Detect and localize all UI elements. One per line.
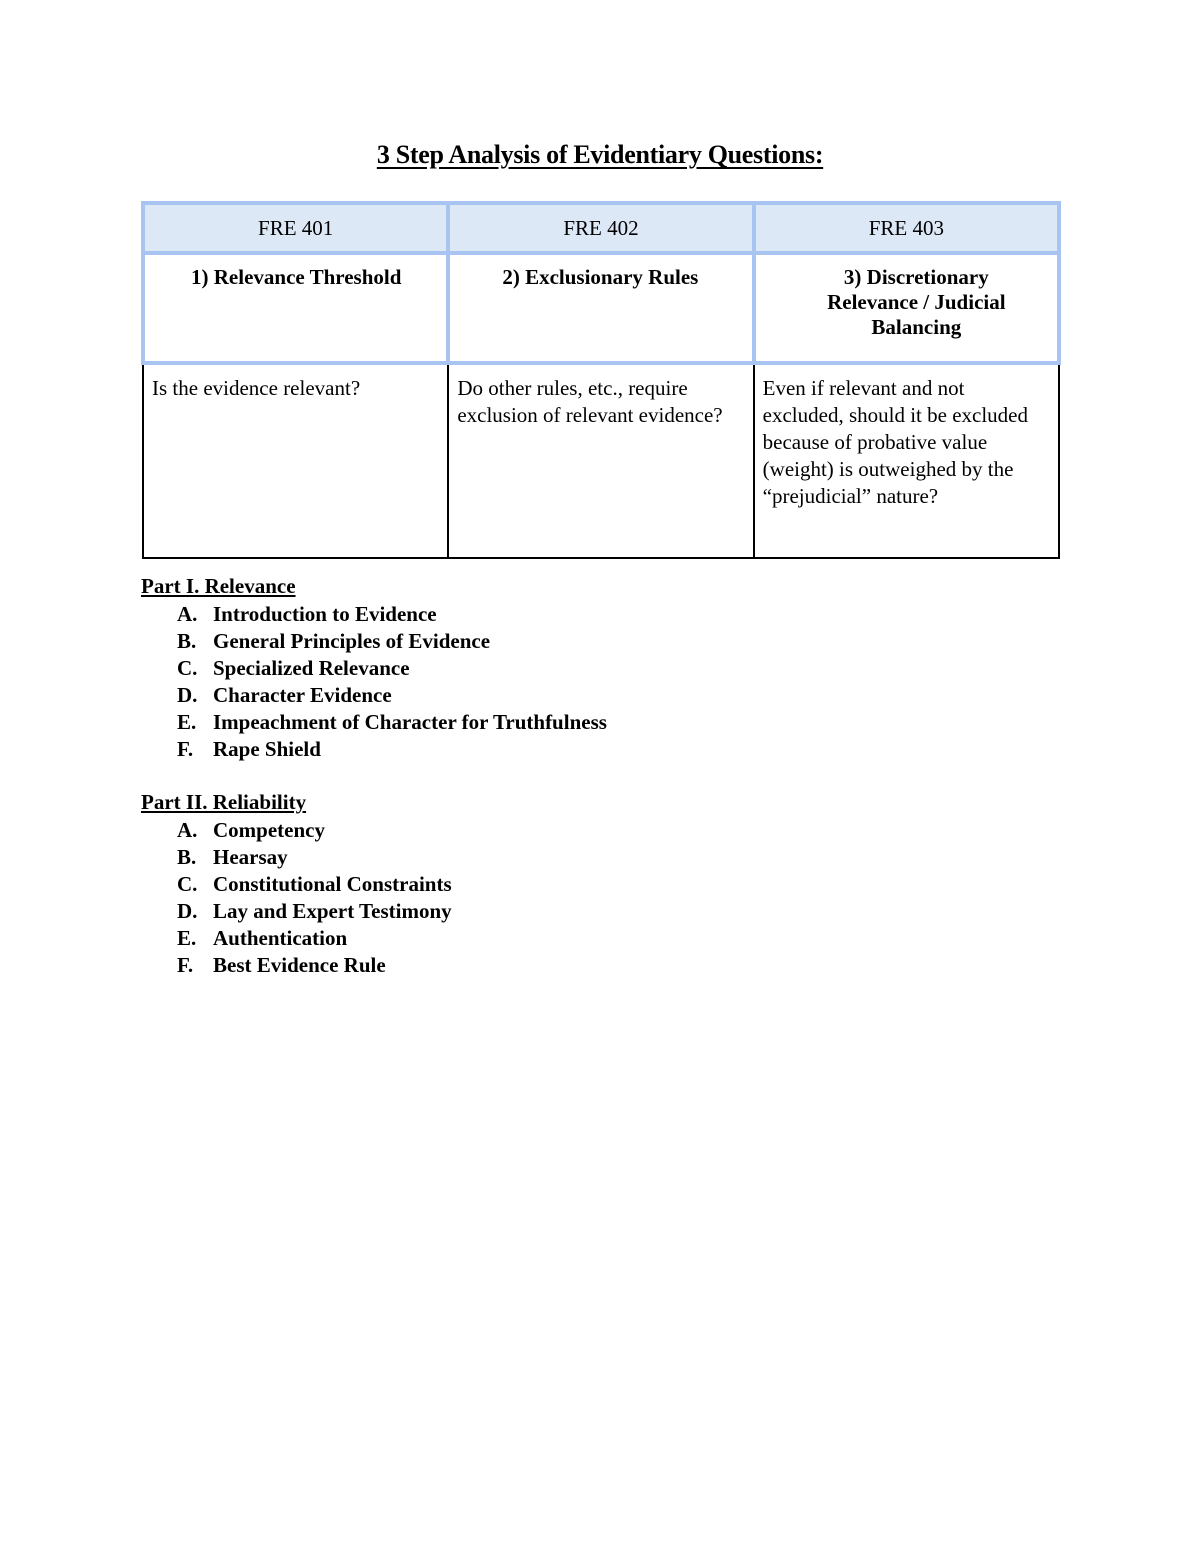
question-row (143, 363, 1059, 558)
item-letter: E. (177, 926, 197, 950)
part-reliability (141, 790, 452, 979)
item-text: Introduction to Evidence (213, 602, 437, 626)
list-item (141, 817, 452, 844)
item-text: Authentication (213, 926, 348, 950)
item-text: General Principles of Evidence (213, 629, 491, 653)
list-item (141, 898, 452, 925)
list-item (141, 628, 607, 655)
item-letter: A. (177, 818, 198, 842)
item-text: Specialized Relevance (213, 656, 410, 680)
part-list (141, 817, 452, 979)
item-letter: B. (177, 845, 197, 869)
page-title: 3 Step Analysis of Evidentiary Questions: (376, 140, 824, 169)
question-cell-1: Is the evidence relevant? (143, 363, 448, 558)
question-cell-3: Even if relevant and not excluded, should it be excluded because of probative value (weight) is outweighed by the “prejudicial” nature? (754, 363, 1059, 558)
item-text: Hearsay (213, 845, 288, 869)
step-label: 3) Discretionary Relevance / Judicial Balancing (827, 265, 1006, 339)
rule-cell-403: FRE 403 (754, 203, 1059, 253)
part-title: Part II. Reliability (141, 790, 307, 814)
item-text: Constitutional Constraints (213, 872, 452, 896)
step-cell-3 (754, 253, 1059, 363)
rule-header-row (143, 203, 1059, 253)
step-cell-2 (448, 253, 753, 363)
item-letter: D. (177, 683, 198, 707)
list-item (141, 709, 607, 736)
item-letter: C. (177, 656, 198, 680)
rule-cell-402: FRE 402 (448, 203, 753, 253)
part-title: Part I. Relevance (141, 574, 296, 598)
item-letter: D. (177, 899, 198, 923)
step-label: 2) Exclusionary Rules (502, 265, 699, 289)
item-text: Lay and Expert Testimony (213, 899, 452, 923)
step-label: 1) Relevance Threshold (191, 265, 402, 289)
part-list (141, 601, 607, 763)
list-item (141, 871, 452, 898)
item-letter: A. (177, 602, 198, 626)
item-letter: E. (177, 710, 197, 734)
item-text: Impeachment of Character for Truthfulness (213, 710, 607, 734)
list-item (141, 844, 452, 871)
item-text: Character Evidence (213, 683, 392, 707)
list-item (141, 925, 452, 952)
item-letter: B. (177, 629, 197, 653)
list-item (141, 736, 607, 763)
item-text: Rape Shield (213, 737, 321, 761)
list-item (141, 601, 607, 628)
part-relevance (141, 574, 607, 763)
item-text: Best Evidence Rule (213, 953, 386, 977)
item-letter: C. (177, 872, 198, 896)
item-letter: F. (177, 737, 194, 761)
item-letter: F. (177, 953, 194, 977)
list-item (141, 682, 607, 709)
item-text: Competency (213, 818, 325, 842)
question-cell-2: Do other rules, etc., require exclusion of relevant evidence? (448, 363, 753, 558)
step-row (143, 253, 1059, 363)
analysis-table (141, 201, 1061, 559)
list-item (141, 952, 452, 979)
list-item (141, 655, 607, 682)
rule-cell-401: FRE 401 (143, 203, 448, 253)
step-cell-1 (143, 253, 448, 363)
